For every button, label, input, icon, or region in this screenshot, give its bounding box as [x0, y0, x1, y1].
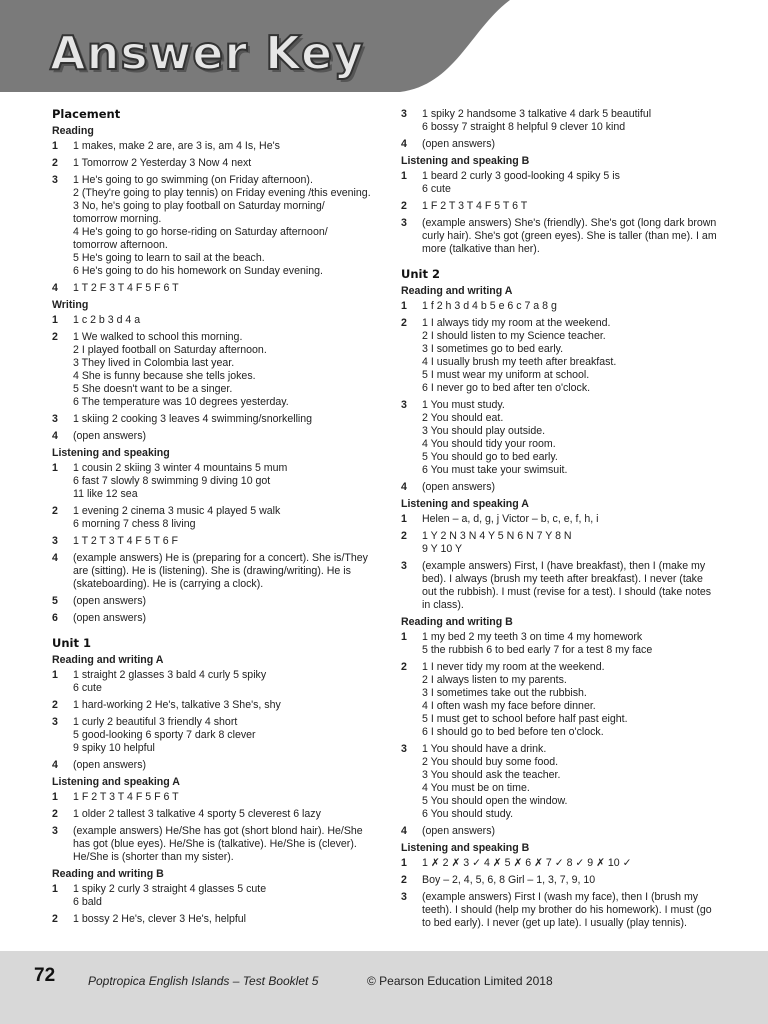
answer-text — [73, 595, 382, 608]
answer-line: (example answers) First I (wash my face), then I (brush my — [422, 891, 699, 903]
question-number: 1 — [401, 513, 407, 525]
answer-item — [401, 530, 717, 556]
answer-line: 1 T 2 F 3 T 4 F 5 F 6 T — [73, 282, 179, 294]
question-number: 4 — [52, 282, 58, 294]
answer-line: 1 I never tidy my room at the weekend. — [422, 661, 605, 673]
answer-line: 6 I should go to bed before ten o'clock. — [422, 726, 604, 738]
answer-line: (open answers) — [422, 138, 496, 150]
question-number: 4 — [52, 430, 58, 442]
answer-item — [401, 300, 717, 313]
answer-item — [401, 513, 717, 526]
answer-text — [422, 200, 717, 213]
answer-text — [73, 883, 382, 909]
question-number: 2 — [401, 661, 407, 673]
answer-item — [52, 430, 382, 443]
answer-text — [73, 716, 382, 755]
answer-item — [52, 808, 382, 821]
question-number: 3 — [401, 399, 407, 411]
answer-line: tomorrow morning. — [73, 213, 162, 225]
question-number: 4 — [52, 759, 58, 771]
copyright: © Pearson Education Limited 2018 — [367, 974, 553, 988]
answer-line: 1 my bed 2 my teeth 3 on time 4 my homework — [422, 631, 643, 643]
section-heading: Unit 2 — [401, 267, 440, 281]
answer-line: 4 I often wash my face before dinner. — [422, 700, 596, 712]
right-column — [401, 108, 717, 934]
answer-item — [52, 462, 382, 501]
question-number: 3 — [52, 535, 58, 547]
answer-item — [401, 217, 717, 256]
answer-line: in class). — [422, 599, 464, 611]
answer-line: 5 I must get to school before half past eight. — [422, 713, 628, 725]
answer-line: 6 cute — [73, 682, 102, 694]
answer-line: 1 f 2 h 3 d 4 b 5 e 6 c 7 a 8 g — [422, 300, 557, 312]
answer-item — [401, 891, 717, 930]
question-number: 1 — [401, 300, 407, 312]
question-number: 4 — [401, 825, 407, 837]
answer-item — [52, 331, 382, 409]
answer-line: 4 You must be on time. — [422, 782, 530, 794]
answer-line: 1 cousin 2 skiing 3 winter 4 mountains 5 mum — [73, 462, 288, 474]
answer-item — [52, 791, 382, 804]
answer-text — [73, 282, 382, 295]
answer-line: 9 Y 10 Y — [422, 543, 463, 555]
answer-line: 5 You should go to bed early. — [422, 451, 558, 463]
answer-line: 1 curly 2 beautiful 3 friendly 4 short — [73, 716, 238, 728]
question-number: 2 — [52, 913, 58, 925]
answer-text — [422, 560, 717, 612]
answer-line: 2 You should eat. — [422, 412, 504, 424]
answer-text — [73, 808, 382, 821]
answer-line: 6 He's going to do his homework on Sunday evening. — [73, 265, 323, 277]
answer-text — [422, 481, 717, 494]
answer-item — [52, 759, 382, 772]
subsection-heading: Listening and speaking B — [401, 842, 530, 854]
question-number: 1 — [52, 883, 58, 895]
answer-line: has got (blue eyes). He/She is (talkative). He/She is (clever). — [73, 838, 357, 850]
answer-text — [422, 857, 717, 870]
answer-text — [73, 174, 382, 278]
answer-line: 6 cute — [422, 183, 451, 195]
subsection-heading: Listening and speaking B — [401, 155, 530, 167]
answer-line: 5 He's going to learn to sail at the beach. — [73, 252, 265, 264]
answer-line: 6 The temperature was 10 degrees yesterday. — [73, 396, 289, 408]
page-header — [0, 0, 768, 96]
answer-line: 1 beard 2 curly 3 good-looking 4 spiky 5 is — [422, 170, 620, 182]
question-number: 3 — [401, 108, 407, 120]
question-number: 3 — [52, 716, 58, 728]
answer-text — [73, 759, 382, 772]
answer-item — [52, 535, 382, 548]
answer-line: (example answers) He/She has got (short blond hair). He/She — [73, 825, 363, 837]
answer-text — [73, 140, 382, 153]
answer-item — [401, 317, 717, 395]
answer-line: 3 You should play outside. — [422, 425, 546, 437]
answer-line: 6 I never go to bed after ten o'clock. — [422, 382, 591, 394]
answer-item — [52, 282, 382, 295]
question-number: 3 — [401, 560, 407, 572]
question-number: 1 — [52, 314, 58, 326]
answer-item — [401, 743, 717, 821]
answer-line: 1 spiky 2 handsome 3 talkative 4 dark 5 beautiful — [422, 108, 652, 120]
answer-item — [401, 399, 717, 477]
answer-item — [401, 631, 717, 657]
answer-text — [422, 530, 717, 556]
answer-item — [52, 314, 382, 327]
question-number: 3 — [401, 743, 407, 755]
subsection-heading: Reading and writing A — [52, 654, 164, 666]
answer-line: to bed early). I never (get up late). I usually (play tennis). — [422, 917, 687, 929]
answer-line: 2 I should listen to my Science teacher. — [422, 330, 606, 342]
question-number: 1 — [52, 140, 58, 152]
answer-text — [73, 430, 382, 443]
answer-line: 1 straight 2 glasses 3 bald 4 curly 5 spiky — [73, 669, 267, 681]
answer-line: 4 You should tidy your room. — [422, 438, 556, 450]
page-title: Answer Key — [50, 26, 365, 80]
answer-line: curly hair). She's got (green eyes). She is taller (than me). I am — [422, 230, 717, 242]
question-number: 4 — [52, 552, 58, 564]
answer-item — [401, 138, 717, 151]
subsection-heading: Listening and speaking A — [52, 776, 180, 788]
answer-line: 5 I must wear my uniform at school. — [422, 369, 590, 381]
left-column — [52, 108, 382, 930]
answer-text — [73, 699, 382, 712]
question-number: 6 — [52, 612, 58, 624]
answer-line: 1 ✗ 2 ✗ 3 ✓ 4 ✗ 5 ✗ 6 ✗ 7 ✓ 8 ✓ 9 ✗ 10 ✓ — [422, 857, 632, 869]
question-number: 1 — [52, 462, 58, 474]
subsection-heading: Listening and speaking — [52, 447, 170, 459]
answer-line: 9 spiky 10 helpful — [73, 742, 155, 754]
answer-line: 1 c 2 b 3 d 4 a — [73, 314, 141, 326]
answer-item — [52, 140, 382, 153]
subsection-heading: Writing — [52, 299, 89, 311]
answer-item — [52, 612, 382, 625]
question-number: 3 — [401, 891, 407, 903]
subsection-heading: Reading and writing B — [401, 616, 513, 628]
answer-item — [52, 825, 382, 864]
answer-item — [401, 481, 717, 494]
answer-line: 1 makes, make 2 are, are 3 is, am 4 Is, He's — [73, 140, 280, 152]
answer-text — [73, 462, 382, 501]
answer-line: 3 No, he's going to play football on Saturday morning/ — [73, 200, 325, 212]
answer-line: (open answers) — [73, 430, 147, 442]
answer-line: 6 morning 7 chess 8 living — [73, 518, 196, 530]
question-number: 2 — [52, 157, 58, 169]
question-number: 2 — [52, 331, 58, 343]
question-number: 1 — [401, 170, 407, 182]
answer-text — [73, 791, 382, 804]
answer-line: 1 Tomorrow 2 Yesterday 3 Now 4 next — [73, 157, 252, 169]
answer-line: (example answers) He is (preparing for a concert). She is/They — [73, 552, 368, 564]
question-number: 2 — [401, 317, 407, 329]
answer-line: 6 bald — [73, 896, 102, 908]
answer-item — [52, 174, 382, 278]
question-number: 4 — [401, 138, 407, 150]
question-number: 1 — [52, 669, 58, 681]
answer-line: 1 skiing 2 cooking 3 leaves 4 swimming/snorkelling — [73, 413, 313, 425]
answer-line: teeth). I should (help my brother do his homework). I must (go — [422, 904, 712, 916]
answer-line: 6 bossy 7 straight 8 helpful 9 clever 10 kind — [422, 121, 626, 133]
answer-item — [52, 552, 382, 591]
answer-item — [52, 505, 382, 531]
question-number: 3 — [52, 825, 58, 837]
question-number: 1 — [401, 631, 407, 643]
book-title: Poptropica English Islands – Test Booklet 5 — [88, 974, 319, 988]
answer-line: (open answers) — [73, 759, 147, 771]
answer-line: 11 like 12 sea — [73, 488, 138, 500]
answer-line: 1 We walked to school this morning. — [73, 331, 243, 343]
answer-text — [73, 552, 382, 591]
answer-line: 5 She doesn't want to be a singer. — [73, 383, 233, 395]
answer-line: 5 the rubbish 6 to bed early 7 for a test 8 my face — [422, 644, 653, 656]
answer-item — [401, 874, 717, 887]
subsection-heading: Reading — [52, 125, 94, 137]
question-number: 2 — [52, 505, 58, 517]
answer-item — [52, 157, 382, 170]
answer-line: 1 older 2 tallest 3 talkative 4 sporty 5 cleverest 6 lazy — [73, 808, 321, 820]
answer-line: 4 She is funny because she tells jokes. — [73, 370, 256, 382]
answer-line: 4 He's going to go horse-riding on Saturday afternoon/ — [73, 226, 328, 238]
answer-line: 1 I always tidy my room at the weekend. — [422, 317, 611, 329]
answer-text — [73, 331, 382, 409]
answer-text — [422, 891, 717, 930]
answer-line: tomorrow afternoon. — [73, 239, 168, 251]
answer-line: 2 I played football on Saturday afternoon. — [73, 344, 267, 356]
answer-line: 2 You should buy some food. — [422, 756, 559, 768]
section-heading: Placement — [52, 107, 121, 121]
answer-text — [73, 413, 382, 426]
answer-text — [73, 612, 382, 625]
answer-line: 5 You should open the window. — [422, 795, 568, 807]
answer-line: (open answers) — [73, 612, 147, 624]
answer-text — [422, 138, 717, 151]
answer-item — [52, 699, 382, 712]
answer-item — [401, 857, 717, 870]
answer-line: 1 hard-working 2 He's, talkative 3 She's, shy — [73, 699, 281, 711]
question-number: 2 — [52, 699, 58, 711]
answer-line: more (talkative than her). — [422, 243, 540, 255]
answer-line: 1 F 2 T 3 T 4 F 5 T 6 T — [422, 200, 528, 212]
answer-item — [52, 883, 382, 909]
answer-text — [422, 874, 717, 887]
answer-line: 1 You should have a drink. — [422, 743, 547, 755]
answer-item — [401, 170, 717, 196]
answer-line: 6 You should study. — [422, 808, 514, 820]
answer-item — [52, 716, 382, 755]
answer-line: 1 bossy 2 He's, clever 3 He's, helpful — [73, 913, 247, 925]
answer-line: (open answers) — [73, 595, 147, 607]
answer-text — [73, 669, 382, 695]
subsection-heading: Listening and speaking A — [401, 498, 529, 510]
answer-line: 3 They lived in Colombia last year. — [73, 357, 235, 369]
answer-text — [422, 513, 717, 526]
answer-text — [73, 535, 382, 548]
answer-text — [422, 631, 717, 657]
answer-line: 2 (They're going to play tennis) on Friday evening /this evening. — [73, 187, 371, 199]
answer-text — [422, 170, 717, 196]
answer-line: bed). I always (brush my teeth after breakfast). I never (take — [422, 573, 703, 585]
answer-text — [422, 743, 717, 821]
answer-line: 6 fast 7 slowly 8 swimming 9 diving 10 got — [73, 475, 271, 487]
answer-line: (open answers) — [422, 481, 496, 493]
answer-line: (skateboarding). He is (carrying a clock). — [73, 578, 264, 590]
section-heading: Unit 1 — [52, 636, 91, 650]
subsection-heading: Reading and writing B — [52, 868, 164, 880]
answer-text — [422, 825, 717, 838]
question-number: 2 — [52, 808, 58, 820]
subsection-heading: Reading and writing A — [401, 285, 513, 297]
answer-line: (open answers) — [422, 825, 496, 837]
answer-line: 1 evening 2 cinema 3 music 4 played 5 walk — [73, 505, 281, 517]
question-number: 1 — [401, 857, 407, 869]
question-number: 3 — [52, 174, 58, 186]
question-number: 3 — [52, 413, 58, 425]
answer-line: Helen – a, d, g, j Victor – b, c, e, f, h, i — [422, 513, 599, 525]
answer-text — [73, 505, 382, 531]
answer-item — [401, 825, 717, 838]
answer-line: He/She is (shorter than my sister). — [73, 851, 234, 863]
answer-line: 3 You should ask the teacher. — [422, 769, 561, 781]
answer-text — [422, 399, 717, 477]
question-number: 4 — [401, 481, 407, 493]
answer-text — [422, 300, 717, 313]
answer-item — [52, 595, 382, 608]
answer-line: are (sitting). He is (listening). She is (drawing/writing). He is — [73, 565, 351, 577]
answer-text — [422, 108, 717, 134]
answer-line: 4 I usually brush my teeth after breakfast. — [422, 356, 617, 368]
answer-text — [422, 661, 717, 739]
answer-line: (example answers) First, I (have breakfast), then I (make my — [422, 560, 706, 572]
answer-line: 1 spiky 2 curly 3 straight 4 glasses 5 cute — [73, 883, 267, 895]
answer-line: 1 You must study. — [422, 399, 505, 411]
answer-item — [401, 108, 717, 134]
question-number: 3 — [401, 217, 407, 229]
answer-line: 3 I sometimes go to bed early. — [422, 343, 564, 355]
answer-text — [422, 317, 717, 395]
answer-line: 3 I sometimes take out the rubbish. — [422, 687, 587, 699]
answer-line: (example answers) She's (friendly). She's got (long dark brown — [422, 217, 717, 229]
answer-item — [401, 560, 717, 612]
answer-text — [422, 217, 717, 256]
answer-item — [52, 413, 382, 426]
answer-line: 1 Y 2 N 3 N 4 Y 5 N 6 N 7 Y 8 N — [422, 530, 572, 542]
answer-text — [73, 825, 382, 864]
answer-item — [52, 913, 382, 926]
answer-line: 2 I always listen to my parents. — [422, 674, 567, 686]
question-number: 2 — [401, 530, 407, 542]
answer-line: 6 You must take your swimsuit. — [422, 464, 568, 476]
answer-text — [73, 913, 382, 926]
answer-item — [401, 661, 717, 739]
answer-line: 1 F 2 T 3 T 4 F 5 F 6 T — [73, 791, 179, 803]
page-number: 72 — [34, 965, 56, 986]
page-footer — [0, 951, 768, 1024]
answer-text — [73, 314, 382, 327]
question-number: 1 — [52, 791, 58, 803]
answer-item — [401, 200, 717, 213]
answer-line: 1 He's going to go swimming (on Friday afternoon). — [73, 174, 313, 186]
answer-line: out the rubbish). I must (revise for a test). I should (take notes — [422, 586, 712, 598]
answer-item — [52, 669, 382, 695]
question-number: 2 — [401, 200, 407, 212]
question-number: 2 — [401, 874, 407, 886]
answer-line: 1 T 2 T 3 T 4 F 5 T 6 F — [73, 535, 179, 547]
answer-line: Boy – 2, 4, 5, 6, 8 Girl – 1, 3, 7, 9, 10 — [422, 874, 596, 886]
answer-text — [73, 157, 382, 170]
question-number: 5 — [52, 595, 58, 607]
answer-line: 5 good-looking 6 sporty 7 dark 8 clever — [73, 729, 256, 741]
